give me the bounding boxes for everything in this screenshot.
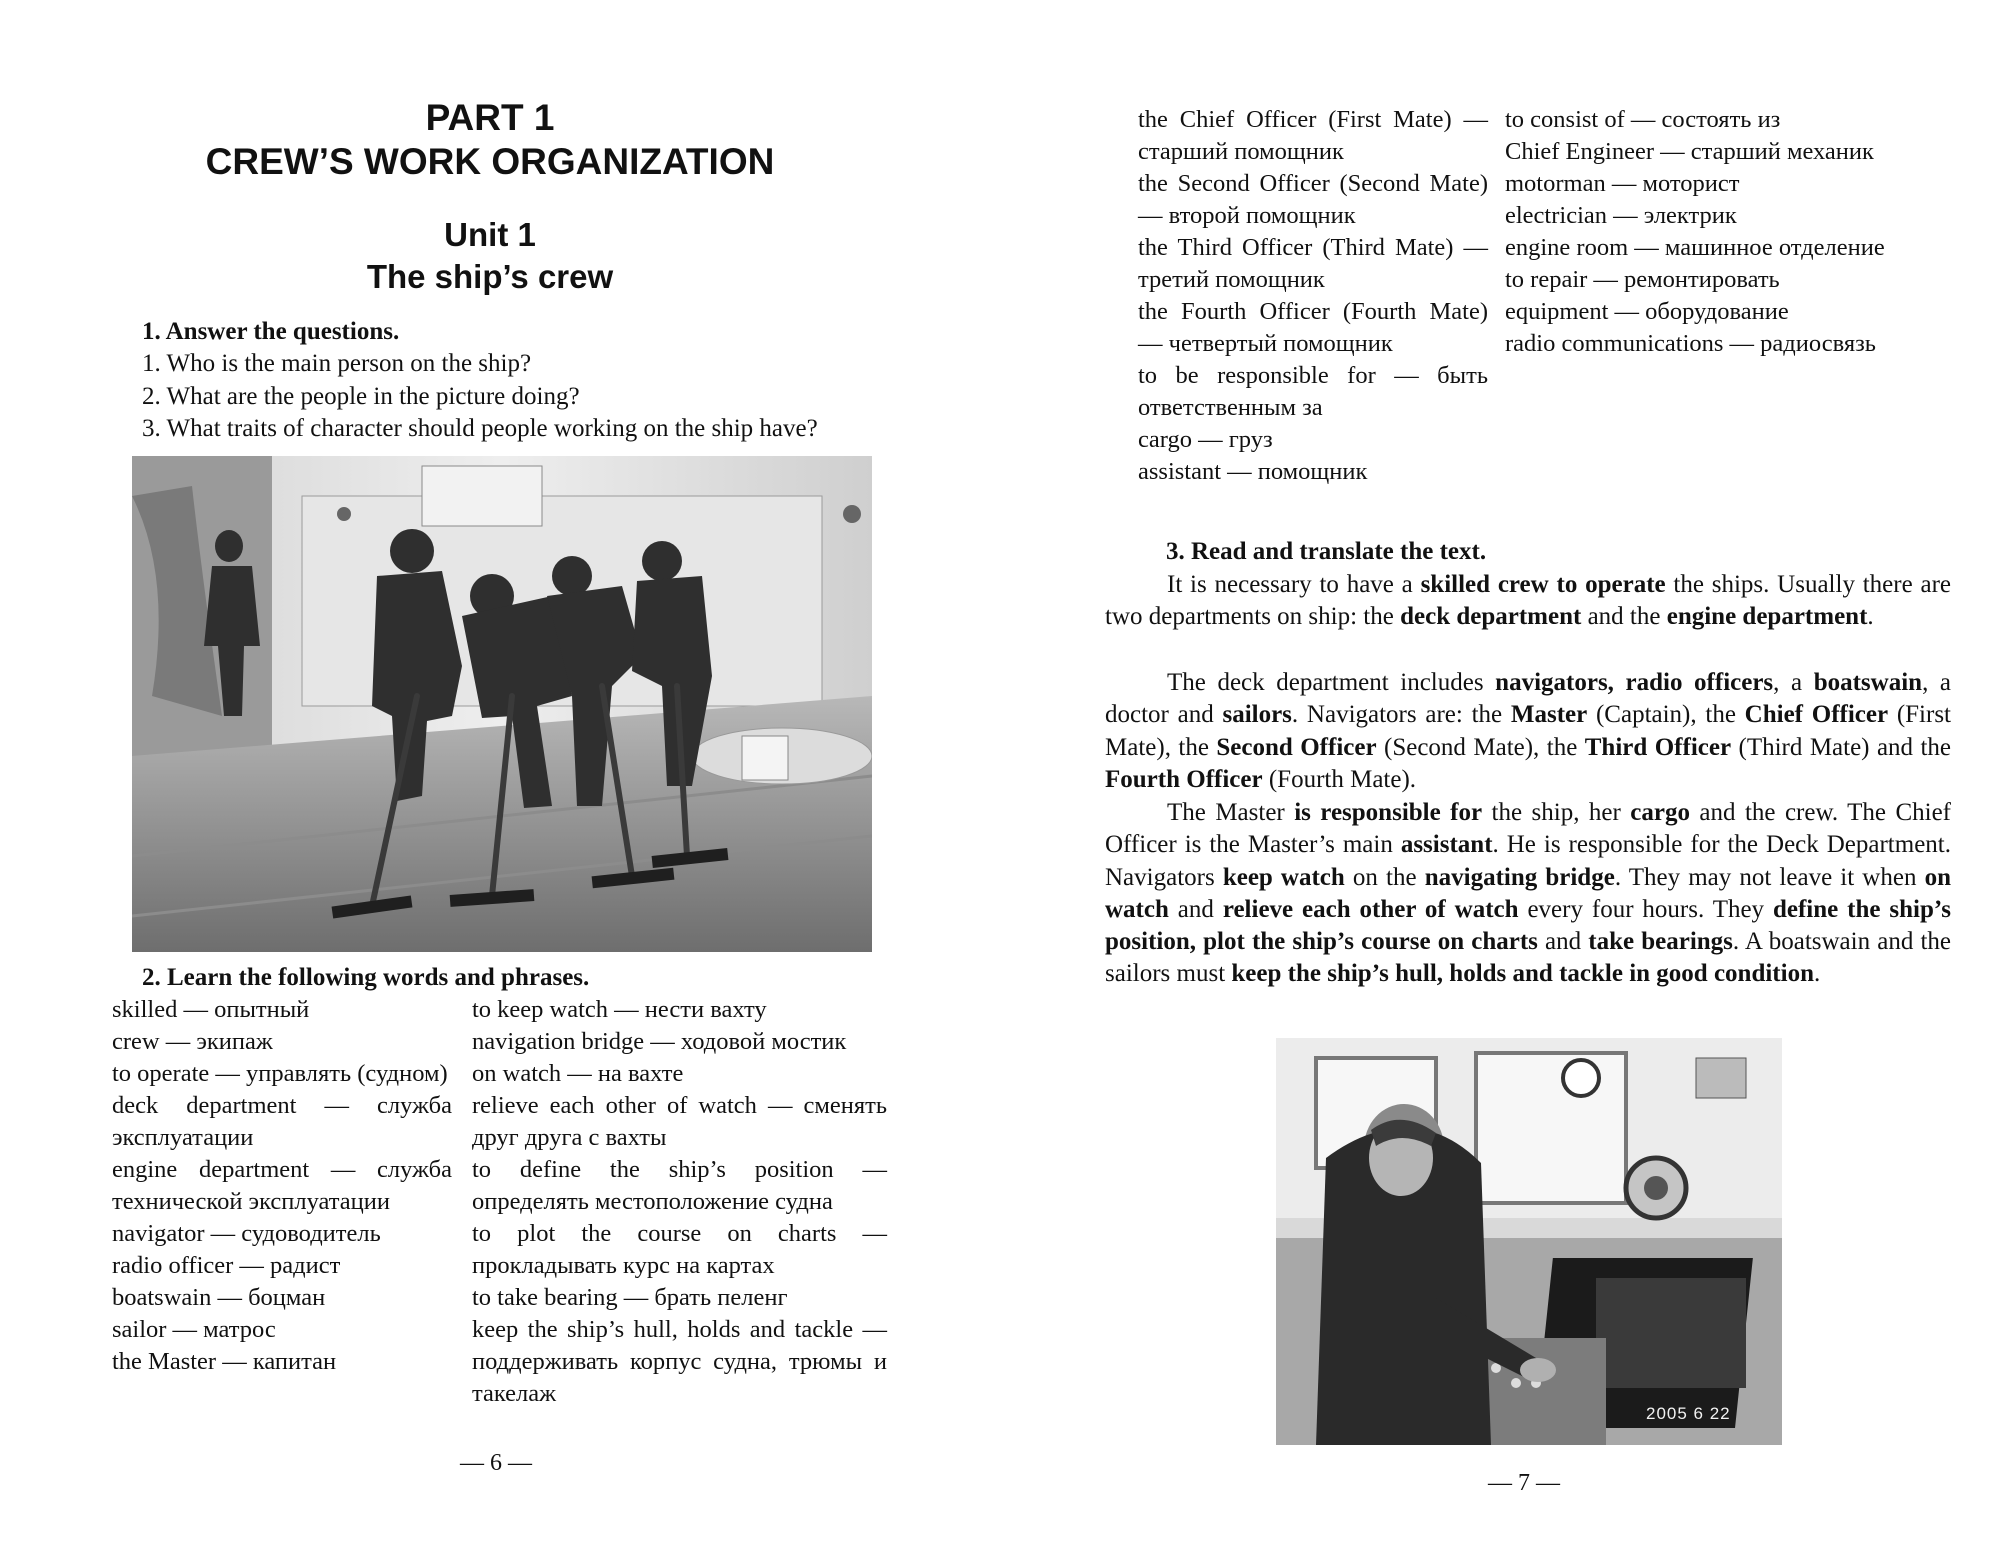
vocab-entry: the Master — капитан <box>112 1348 337 1375</box>
vocab-entry: to define the ship’s position — определять местоположение судна <box>472 1156 887 1215</box>
vocab-entry: relieve each other of watch — сменять друг друга с вахты <box>472 1092 887 1151</box>
unit-subtitle: The ship’s crew <box>366 258 614 295</box>
vocab-entry: to repair — ремонтировать <box>1505 266 1780 293</box>
vocab-entry: equipment — оборудование <box>1505 298 1789 325</box>
vocab-entry: to operate — управлять (судном) <box>112 1060 448 1087</box>
vocab-entry: the Third Officer (Third Mate) — третий помощник <box>1138 234 1488 293</box>
vocab-column-right-page-2 <box>1505 104 1933 360</box>
page-number: — 7 — <box>1488 1470 1560 1496</box>
vocab-entry: cargo — груз <box>1138 426 1273 453</box>
exercise3-title: 3. Read and translate the text. <box>1166 538 1487 565</box>
bridge-officer-photo <box>1276 1038 1782 1445</box>
vocab-entry: motorman — моторист <box>1505 170 1740 197</box>
vocab-entry: electrician — электрик <box>1505 202 1737 229</box>
vocab-column-right-page-1 <box>1138 104 1488 488</box>
vocab-entry: boatswain — боцман <box>112 1284 326 1311</box>
vocab-entry: engine department — служба технической эксплуатации <box>112 1156 452 1215</box>
question-item: 3. What traits of character should people working on the ship have? <box>142 415 818 442</box>
vocab-entry: assistant — помощник <box>1138 458 1368 485</box>
part-heading <box>110 96 870 184</box>
vocab-entry: radio officer — радист <box>112 1252 341 1279</box>
vocab-entry: deck department — служба эксплуатации <box>112 1092 452 1151</box>
vocab-entry: the Fourth Officer (Fourth Mate) — четвертый помощник <box>1138 298 1488 357</box>
vocab-column-left <box>112 994 452 1378</box>
exercise1-title: 1. Answer the questions. <box>142 318 400 345</box>
vocab-entry: to consist of — состоять из <box>1505 106 1781 133</box>
vocab-entry: Chief Engineer — старший механик <box>1505 138 1874 165</box>
vocab-column-right <box>472 994 887 1410</box>
question-item: 2. What are the people in the picture doing? <box>142 382 580 410</box>
page-number: — 6 — <box>460 1450 532 1476</box>
vocab-entry: navigator — судоводитель <box>112 1220 381 1247</box>
part-subtitle: CREW’S WORK ORGANIZATION <box>205 141 775 182</box>
vocab-entry: navigation bridge — ходовой мостик <box>472 1028 847 1055</box>
part-title: PART 1 <box>425 97 555 138</box>
reading-paragraph-1: It is necessary to have a skilled crew to operate the ships. Usually there are two departments on ship: the deck department and the engine department. <box>1105 571 1951 631</box>
vocab-entry: to keep watch — нести вахту <box>472 996 767 1023</box>
vocab-entry: keep the ship’s hull, holds and tackle — поддерживать корпус судна, трюмы и такелаж <box>472 1316 887 1407</box>
unit-title: Unit 1 <box>444 216 536 253</box>
vocab-entry: the Chief Officer (First Mate) — старший помощник <box>1138 106 1488 165</box>
vocab-entry: radio communications — радиосвязь <box>1505 330 1876 357</box>
deck-crew-photo <box>132 456 872 952</box>
unit-heading <box>110 214 870 298</box>
question-list <box>142 348 818 446</box>
vocab-entry: on watch — на вахте <box>472 1060 684 1087</box>
vocab-entry: engine room — машинное отделение <box>1505 234 1885 261</box>
vocab-entry: the Second Officer (Second Mate) — второй помощник <box>1138 170 1488 229</box>
vocab-entry: to be responsible for — быть ответственным за <box>1138 362 1488 421</box>
question-item: 1. Who is the main person on the ship? <box>142 350 532 377</box>
reading-paragraph-2: The deck department includes navigators, radio officers, a boatswain, a doctor and sailors. Navigators are: the Master (Captain), the Chief Officer (First Mate), the Second Officer (Second Mate), the Third Officer (Third Mate) and the Fourth Officer (Fourth Mate). <box>1105 669 1952 793</box>
exercise2-title: 2. Learn the following words and phrases. <box>142 964 590 991</box>
vocab-entry: to take bearing — брать пеленг <box>472 1284 788 1311</box>
vocab-entry: crew — экипаж <box>112 1028 273 1055</box>
vocab-entry: sailor — матрос <box>112 1316 276 1343</box>
photo-date-stamp: 2005 6 22 <box>1646 1404 1731 1423</box>
vocab-entry: to plot the course on charts — прокладывать курс на картах <box>472 1220 887 1279</box>
reading-paragraph-3: The Master is responsible for the ship, her cargo and the crew. The Chief Officer is the Master’s main assistant. He is responsible for the Deck Department. Navigators keep watch on the navigating bridge. They may not leave it when on watch and relieve each other of watch every four hours. They define the ship’s position, plot the ship’s course on charts and take bearings. A boatswain and the sailors must keep the ship’s hull, holds and tackle in good condition. <box>1105 799 1951 988</box>
vocab-entry: skilled — опытный <box>112 996 310 1023</box>
